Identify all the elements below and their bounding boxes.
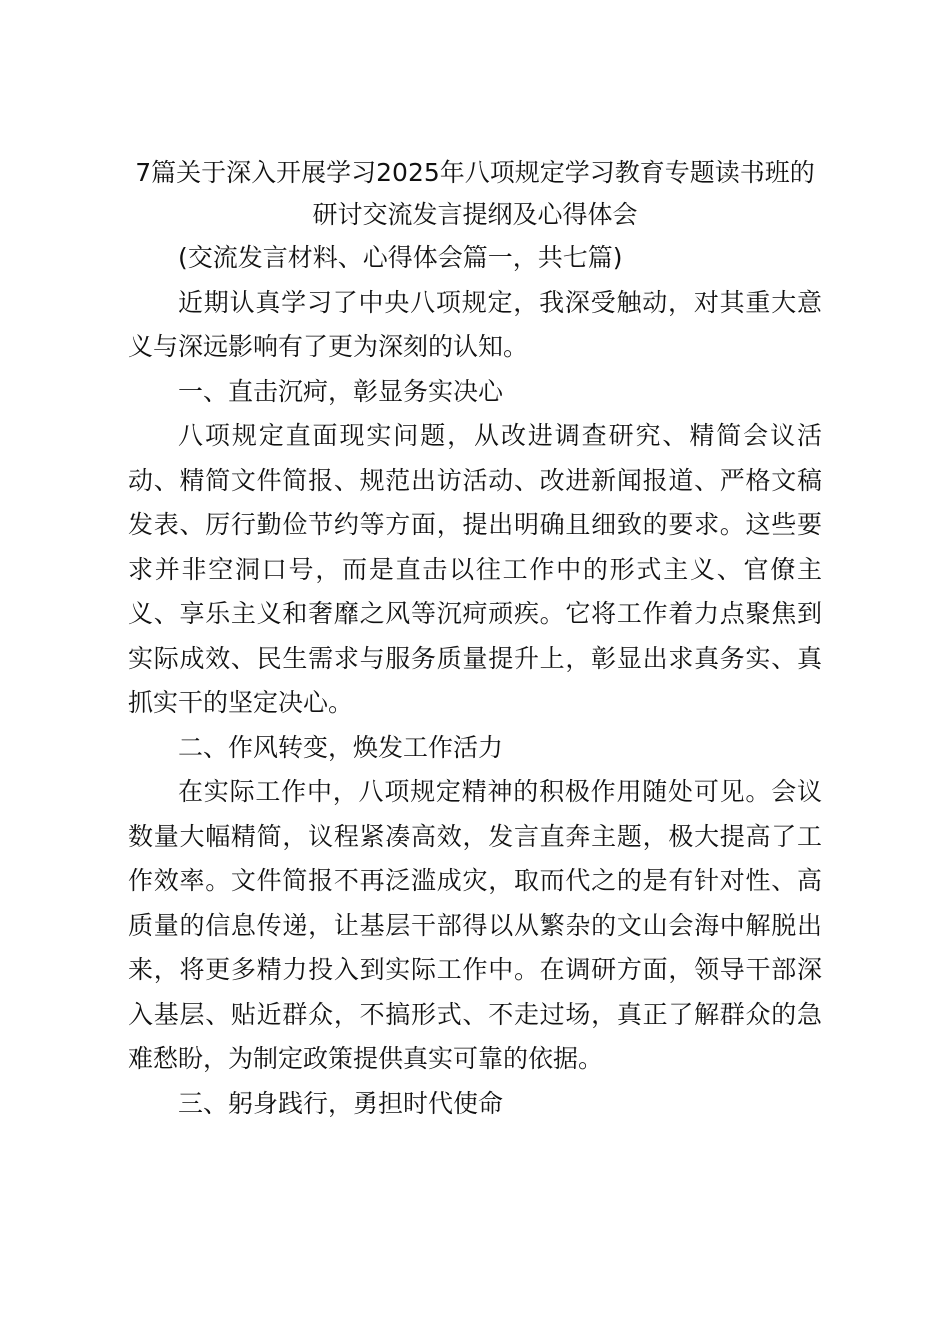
document-body <box>128 236 822 1126</box>
section-heading-2: 二、作风转变，焕发工作活力 <box>178 732 504 762</box>
intro-paragraph: 近期认真学习了中央八项规定，我深受触动，对其重大意义与深远影响有了更为深刻的认知。 <box>128 287 822 361</box>
title-line-2: 研讨交流发言提纲及心得体会 <box>312 200 638 229</box>
section-heading-3: 三、躬身践行，勇担时代使命 <box>178 1088 504 1118</box>
subtitle-paragraph: (交流发言材料、心得体会篇一，共七篇) <box>178 243 623 272</box>
section-heading-1: 一、直击沉疴，彰显务实决心 <box>178 376 504 406</box>
section-body-2: 在实际工作中，八项规定精神的积极作用随处可见。会议数量大幅精简，议程紧凑高效，发言直奔主题，极大提高了工作效率。文件简报不再泛滥成灾，取而代之的是有针对性、高质量的信息传递，让基层干部得以从繁杂的文山会海中解脱出来，将更多精力投入到实际工作中。在调研方面，领导干部深入基层、贴近群众，不搞形式、不走过场，真正了解群众的急难愁盼，为制定政策提供真实可靠的依据。 <box>128 777 822 1073</box>
document-title <box>128 152 822 236</box>
title-line-1: 7篇关于深入开展学习2025年八项规定学习教育专题读书班的 <box>135 158 815 187</box>
section-body-1: 八项规定直面现实问题，从改进调查研究、精简会议活动、精简文件简报、规范出访活动、改进新闻报道、严格文稿发表、厉行勤俭节约等方面，提出明确且细致的要求。这些要求并非空洞口号，而是直击以往工作中的形式主义、官僚主义、享乐主义和奢靡之风等沉疴顽疾。它将工作着力点聚焦到实际成效、民生需求与服务质量提升上，彰显出求真务实、真抓实干的坚定决心。 <box>128 421 822 717</box>
